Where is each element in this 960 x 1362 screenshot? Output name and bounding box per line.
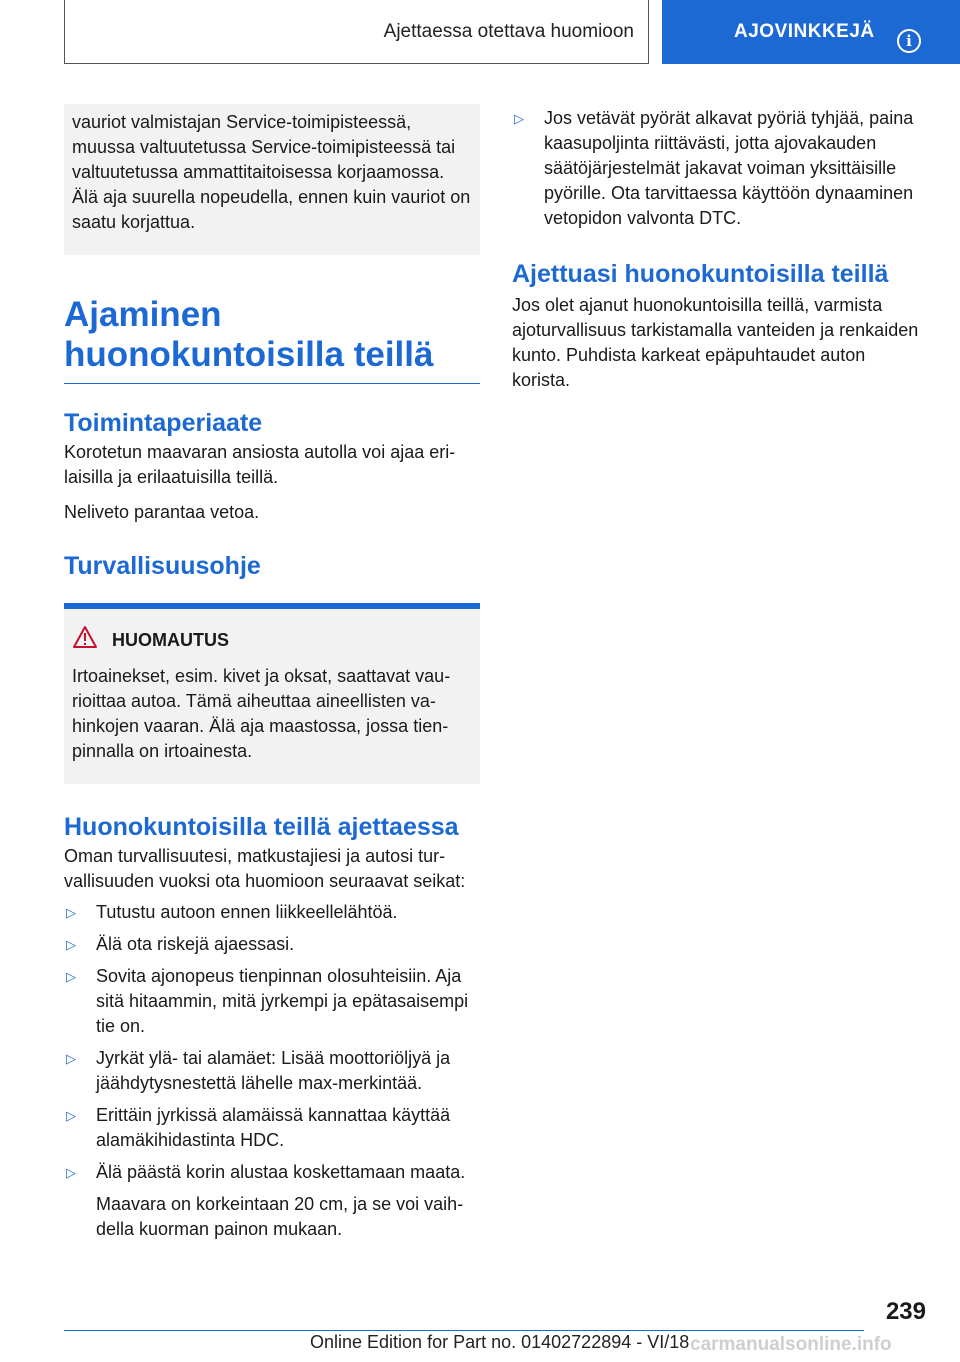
list-item: ▷ Erittäin jyrkissä alamäissä kannattaa käyttää alamäkihidastinta HDC. (64, 1103, 480, 1153)
intro-box (64, 104, 480, 255)
edition-text: Online Edition for Part no. 01402722894 - VI/18 (310, 1332, 690, 1352)
list-item: ▷ Älä päästä korin alustaa koskettamaan maata. (64, 1160, 480, 1185)
warning-triangle-icon (72, 625, 112, 656)
driving-bullet-list (64, 900, 480, 1242)
footer-rule (64, 1330, 864, 1331)
chapter-title: AJOVINKKEJÄ (734, 21, 875, 42)
bullet-triangle-icon: ▷ (66, 937, 76, 952)
warning-block (64, 603, 480, 784)
list-item: ▷ Älä ota riskejä ajaessasi. (64, 932, 480, 957)
after-heading: Ajettuasi huonokuntoisilla teillä (512, 260, 889, 288)
safety-heading: Turvallisuusohje (64, 552, 261, 580)
list-item: ▷ Tutustu autoon ennen liikkeellelähtöä. (64, 900, 480, 925)
warning-box (64, 609, 480, 784)
section-title-tab (64, 0, 649, 64)
info-icon[interactable]: i (897, 29, 921, 53)
bullet-triangle-icon: ▷ (66, 1165, 76, 1180)
left-column (64, 104, 480, 1242)
main-heading: Ajaminen huonokuntoisilla teillä (64, 255, 480, 384)
driving-intro: Oman turvallisuutesi, matkustajiesi ja autosi turvallisuuden vuoksi ota huomioon seuraavat seikat: (64, 846, 466, 891)
bullet-triangle-icon: ▷ (514, 111, 524, 126)
bullet-triangle-icon: ▷ (66, 905, 76, 920)
page-number: 239 (885, 1298, 926, 1325)
bullet-note: Maavara on korkeintaan 20 cm, ja se voi vaihdella kuorman painon mukaan. (96, 1194, 464, 1239)
warning-text: Irtoainekset, esim. kivet ja oksat, saattavat vaurioittaa autoa. Tämä aiheuttaa aineellisten vahinkojen vaaran. Älä aja maastossa, jossa tienpinnalla on irtoainesta. (72, 666, 451, 761)
section-title: Ajettaessa otettava huomioon (383, 20, 634, 42)
bullet-triangle-icon: ▷ (66, 1051, 76, 1066)
driving-heading: Huonokuntoisilla teillä ajettaessa (64, 813, 459, 841)
list-item: ▷ Sovita ajonopeus tienpinnan olosuhteisiin. Aja sitä hitaammin, mitä jyrkempi ja epätasaisempi tie on. (64, 964, 480, 1039)
intro-text: vauriot valmistajan Service-toimipisteessä, muussa valtuutetussa Service-toimipisteessä tai valtuutetussa ammattitaitoisessa korjaamossa. Älä aja suurella nopeudella, ennen kuin vauriot on saatu korjattua. (72, 112, 471, 232)
principle-paragraph: Neliveto parantaa vetoa. (64, 502, 260, 522)
warning-title: HUOMAUTUS (112, 630, 229, 650)
bullet-triangle-icon: ▷ (66, 1108, 76, 1123)
warning-header (72, 625, 472, 656)
after-text: Jos olet ajanut huonokuntoisilla teillä, varmista ajoturvallisuus tarkistamalla vanteiden ja renkaiden kunto. Puhdista karkeat epäpuhtaudet auton korista. (512, 295, 919, 390)
watermark: carmanualsonline.info (690, 1334, 892, 1355)
bullet-triangle-icon: ▷ (66, 969, 76, 984)
list-item: ▷ Jyrkät ylä- tai alamäet: Lisää moottoriöljyä ja jäähdytysnestettä lähelle max-merkintää. (64, 1046, 480, 1096)
principle-heading: Toimintaperiaate (64, 409, 263, 437)
principle-paragraph: Korotetun maavaran ansiosta autolla voi ajaa erilaisilla ja erilaatuisilla teillä. (64, 442, 456, 487)
list-item: ▷ Jos vetävät pyörät alkavat pyöriä tyhjää, paina kaasupoljinta riittävästi, jotta ajovakauden säätöjärjestelmät jakavat voiman yksittäisille pyörille. Ota tarvittaessa käyttöön dynaaminen vetopidon valvonta DTC. (512, 106, 928, 231)
list-item-note (64, 1192, 480, 1242)
right-column (512, 104, 928, 393)
